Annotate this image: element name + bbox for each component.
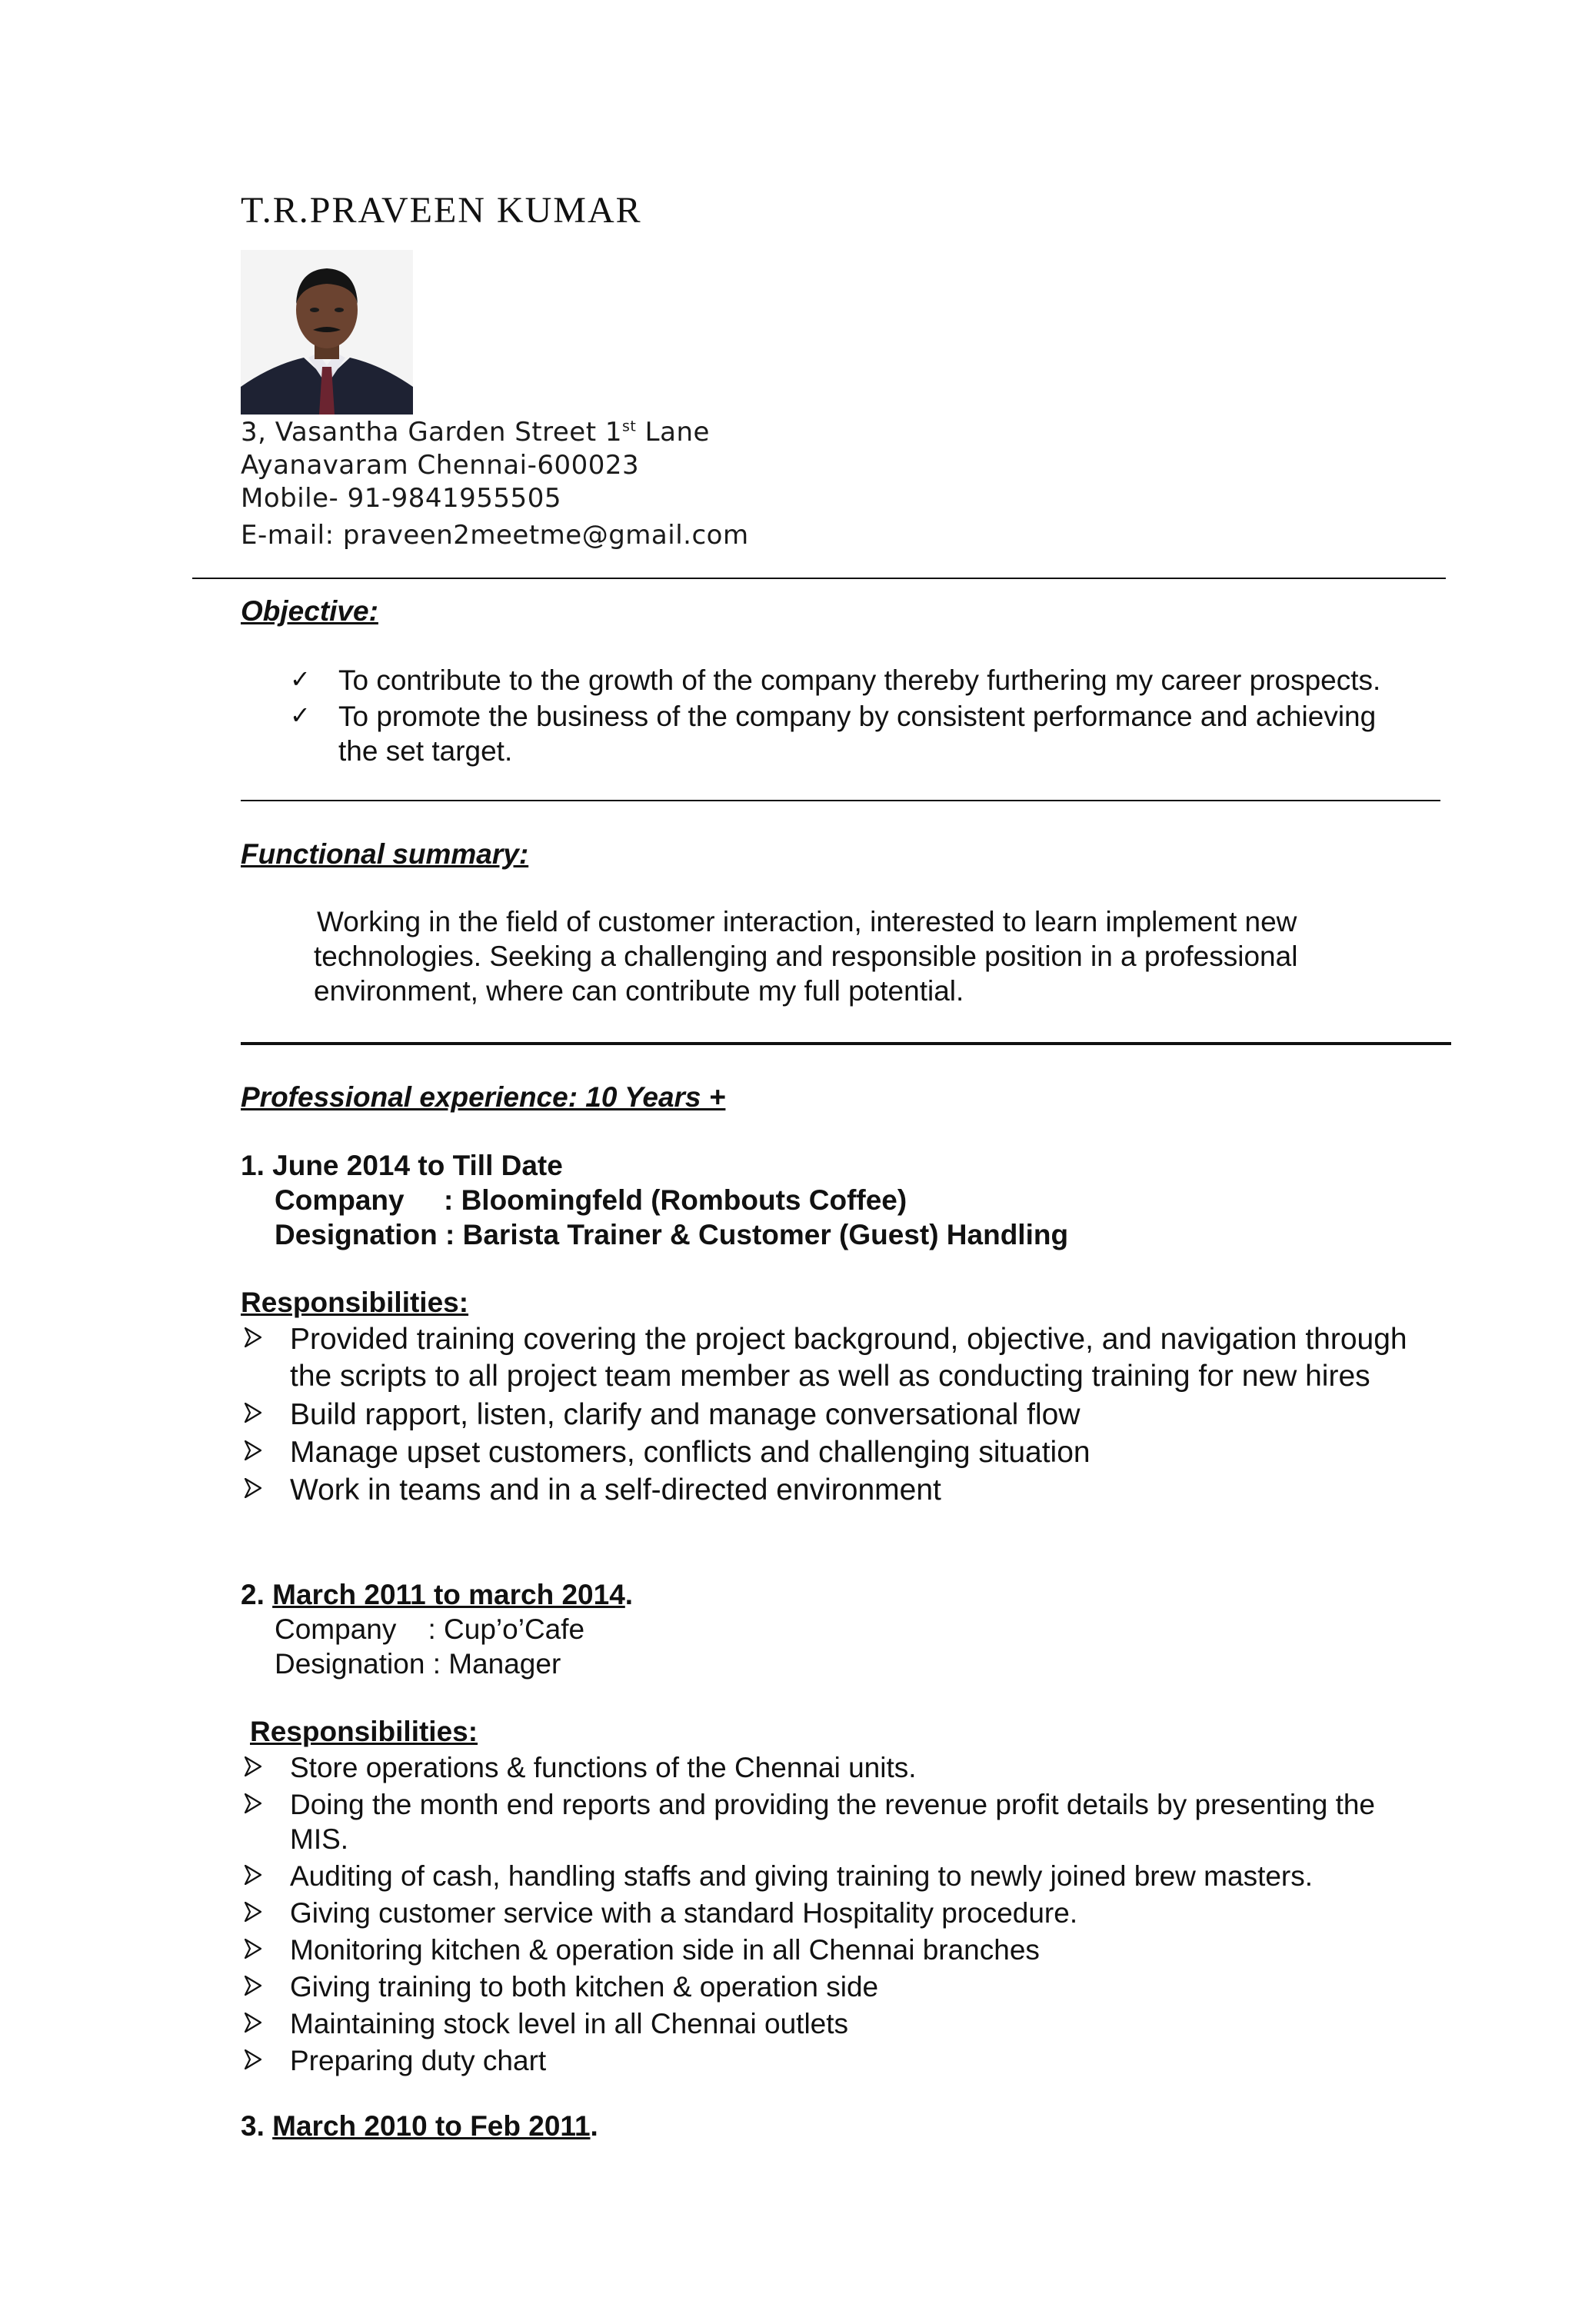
objective-item-continued: the set target.: [338, 735, 513, 767]
mobile-number: Mobile- 91-9841955505: [241, 483, 561, 514]
responsibility-item: Preparing duty chart: [290, 2045, 547, 2076]
divider: [241, 800, 1440, 801]
experience-heading: Professional experience: 10 Years +: [241, 1081, 726, 1113]
check-icon: ✓: [290, 664, 311, 694]
arrowhead-bullet-icon: [245, 1327, 261, 1347]
divider: [241, 1042, 1451, 1045]
arrowhead-bullet-icon: [245, 1403, 261, 1423]
objective-item: To contribute to the growth of the company thereby furthering my career prospects.: [338, 664, 1381, 696]
summary-line: Working in the field of customer interaction, interested to learn implement new: [317, 906, 1297, 937]
responsibility-item: Store operations & functions of the Chennai units.: [290, 1752, 917, 1783]
job-2-company: Company : Cup’o’Cafe: [275, 1613, 585, 1645]
arrowhead-bullet-icon: [245, 1793, 261, 1813]
summary-line: technologies. Seeking a challenging and responsible position in a professional: [314, 941, 1298, 972]
responsibility-item: Monitoring kitchen & operation side in all Chennai branches: [290, 1934, 1040, 1966]
responsibility-item: Giving training to both kitchen & operation side: [290, 1971, 879, 2003]
candidate-name: T.R.PRAVEEN KUMAR: [241, 190, 642, 231]
responsibility-item: Provided training covering the project background, objective, and navigation through: [290, 1323, 1407, 1356]
arrowhead-bullet-icon: [245, 2049, 261, 2069]
responsibility-item: Auditing of cash, handling staffs and giving training to newly joined brew masters.: [290, 1860, 1314, 1892]
address-line-1: 3, Vasantha Garden Street 1st Lane: [241, 417, 710, 448]
arrowhead-bullet-icon: [245, 1939, 261, 1959]
arrowhead-bullet-icon: [245, 1756, 261, 1776]
summary-line: environment, where can contribute my full potential.: [314, 975, 964, 1007]
job-1-period: 1. June 2014 to Till Date: [241, 1150, 563, 1181]
email-address: E-mail: praveen2meetme@gmail.com: [241, 520, 749, 551]
functional-summary-heading: Functional summary:: [241, 838, 529, 870]
arrowhead-bullet-icon: [245, 1440, 261, 1460]
responsibility-item: Giving customer service with a standard Hospitality procedure.: [290, 1897, 1078, 1929]
profile-photo: [241, 250, 413, 415]
arrowhead-bullet-icon: [245, 1902, 261, 1922]
responsibility-item: Manage upset customers, conflicts and challenging situation: [290, 1436, 1091, 1469]
arrowhead-bullet-icon: [245, 1976, 261, 1996]
job-1-company: Company : Bloomingfeld (Rombouts Coffee): [275, 1184, 907, 1216]
arrowhead-bullet-icon: [245, 1865, 261, 1885]
job-2-responsibilities-heading: Responsibilities:: [250, 1716, 478, 1747]
divider: [192, 578, 1446, 579]
person-photo-icon: [241, 250, 413, 415]
arrowhead-bullet-icon: [245, 1478, 261, 1498]
job-2-period: 2. March 2011 to march 2014.: [241, 1579, 634, 1610]
responsibility-item-continued: MIS.: [290, 1823, 349, 1855]
job-1-designation: Designation : Barista Trainer & Customer (Guest) Handling: [275, 1219, 1069, 1250]
objective-item: To promote the business of the company by consistent performance and achieving: [338, 701, 1377, 732]
objective-heading: Objective:: [241, 595, 378, 627]
responsibility-item: Maintaining stock level in all Chennai outlets: [290, 2008, 849, 2039]
responsibility-item: Work in teams and in a self-directed environment: [290, 1473, 941, 1507]
responsibility-item: Build rapport, listen, clarify and manage conversational flow: [290, 1398, 1081, 1431]
job-1-responsibilities-heading: Responsibilities:: [241, 1287, 469, 1318]
responsibility-item-continued: the scripts to all project team member as well as conducting training for new hires: [290, 1360, 1370, 1393]
arrowhead-bullet-icon: [245, 2013, 261, 2033]
job-2-designation: Designation : Manager: [275, 1648, 561, 1680]
job-3-period: 3. March 2010 to Feb 2011.: [241, 2110, 598, 2142]
responsibility-item: Doing the month end reports and providing the revenue profit details by presenting the: [290, 1789, 1376, 1820]
address-line-2: Ayanavaram Chennai-600023: [241, 450, 640, 481]
check-icon: ✓: [290, 701, 311, 730]
